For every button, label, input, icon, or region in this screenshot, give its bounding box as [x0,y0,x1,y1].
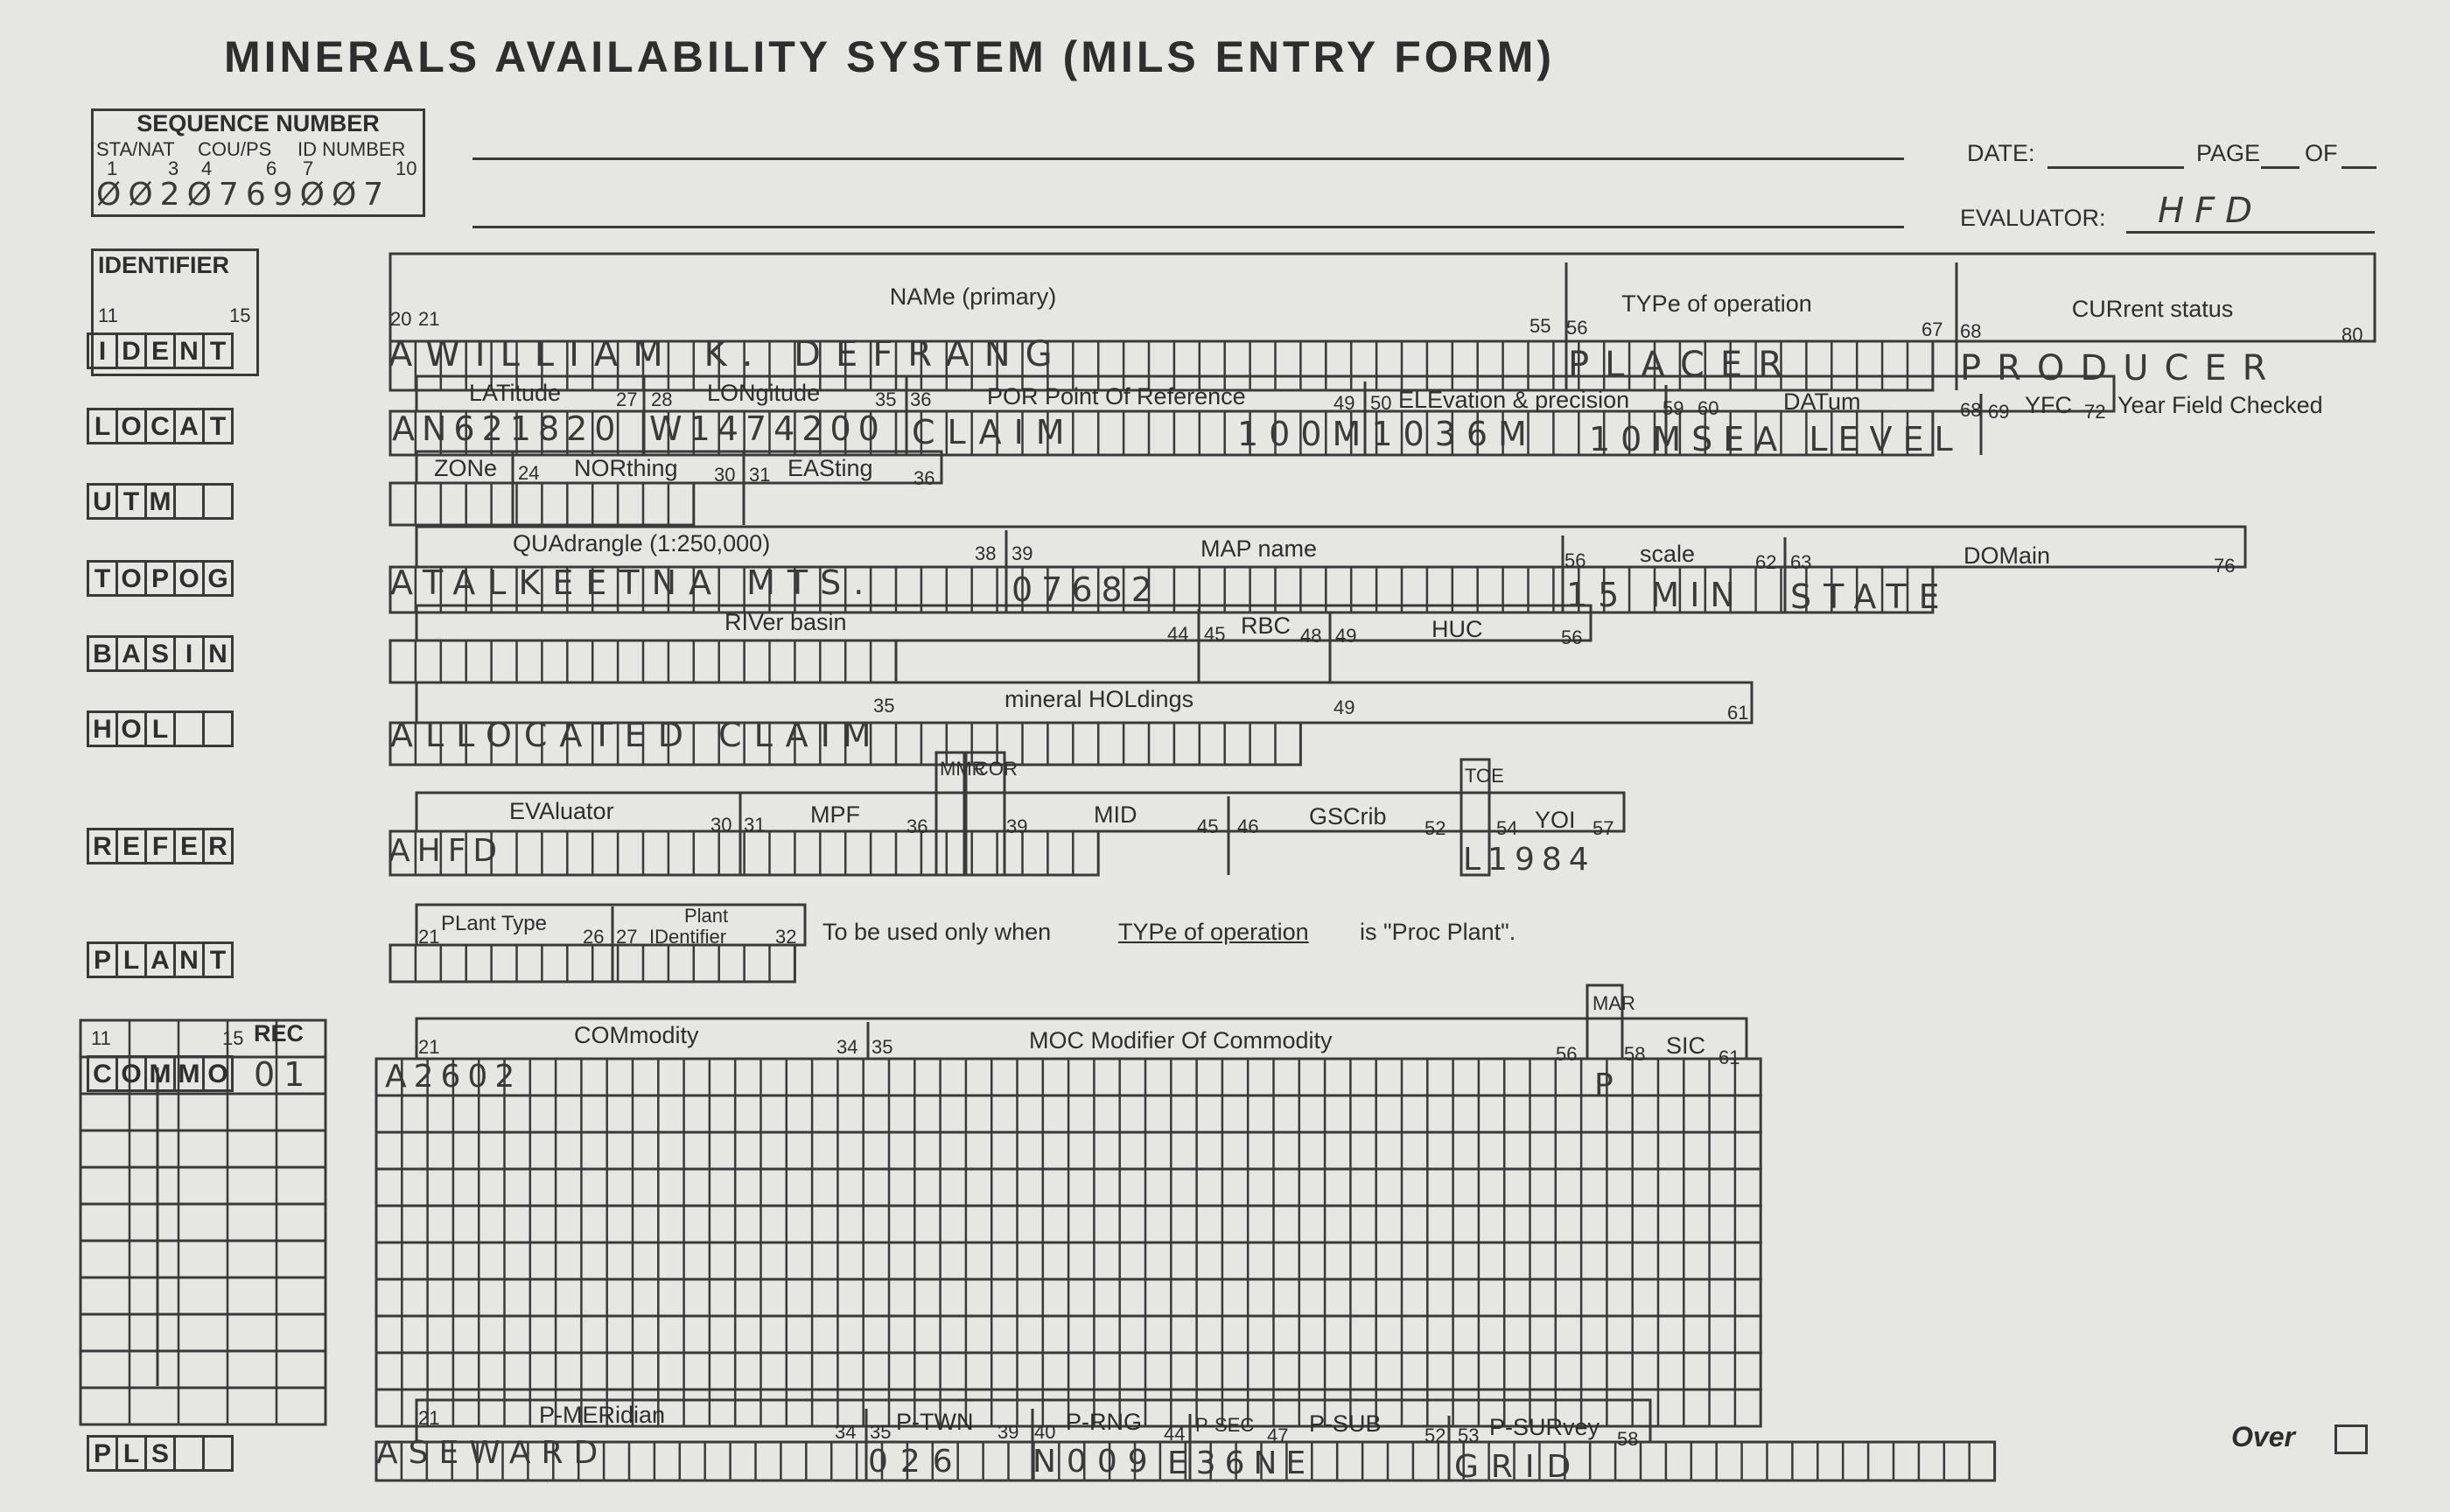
record-code-cell: S [144,1435,176,1472]
colnum-36c: 36 [906,816,928,837]
p-sub-label: P-SUB [1309,1410,1382,1437]
por-label: POR Point Of Reference [987,383,1246,410]
entry-refer-evaluator[interactable]: AHFD [388,833,505,869]
date-label: DATE: [1967,140,2035,166]
entry-refer-yoi[interactable]: L1984 [1463,842,1596,878]
colnum-60: 60 [1698,397,1719,419]
record-code-plant [89,942,234,978]
colnum-30: 30 [714,464,736,486]
record-code-cell: O [116,1055,147,1092]
over-arrow-icon [2334,1424,2368,1454]
p-meridian-label: P-MERidian [539,1402,666,1428]
entry-locat-datum[interactable]: 10MSEA LEVEL [1589,420,1964,458]
record-code-cell [202,1435,234,1472]
record-code-refer [89,828,234,864]
of-label: OF [2305,140,2338,166]
current-status-label: CURrent status [2071,296,2234,322]
entry-locat-por[interactable]: CLAIM [912,413,1077,452]
of-line[interactable] [2342,166,2376,169]
entry-locat-lon[interactable]: W1474200 [649,410,886,448]
entry-locat-lat[interactable]: AN621820 [392,410,623,448]
colnum-53: 53 [1458,1424,1480,1446]
colnum-63: 63 [1790,551,1812,573]
colnum-69: 69 [1988,401,2010,423]
colnum-72: 72 [2084,401,2106,423]
colnum-61: 61 [1727,702,1749,724]
northing-label: NORthing [574,455,678,481]
colnum-21-pls: 21 [418,1407,440,1429]
colnum-56d: 56 [1556,1043,1578,1065]
entry-topog-domain[interactable]: STATE [1790,578,1952,616]
date-line[interactable] [2048,166,2184,169]
colnum-34: 34 [836,1036,858,1058]
record-code-cell [173,1435,205,1472]
moc-label: MOC Modifier Of Commodity [1029,1027,1333,1054]
entry-topog-map[interactable]: 07682 [1012,570,1161,609]
mmr-label: MMR [940,758,986,780]
record-code-cell: P [87,1435,118,1472]
record-code-cell: R [202,828,234,864]
entry-ident-type[interactable]: PLACER [1568,345,1798,385]
record-code-cell [202,483,234,520]
rbc-label: RBC [1241,612,1292,639]
colnum-44b: 44 [1164,1423,1186,1445]
evaluator-line[interactable] [2126,231,2375,234]
colnum-36b: 36 [914,467,935,489]
colnum-49b: 49 [1335,625,1357,647]
plant-identifier-label-1: Plant [684,905,729,927]
colnum-68b: 68 [1960,399,1982,421]
colnum-49c: 49 [1334,696,1355,718]
domain-label: DOMain [1964,542,2051,569]
record-code-cell: M [173,1055,205,1092]
colnum-61b: 61 [1718,1046,1740,1068]
record-code-cell [173,710,205,747]
colnum-56: 56 [1566,317,1588,339]
mid-label: MID [1094,802,1138,828]
type-operation-label: TYPe of operation [1621,290,1812,317]
record-code-cell: F [144,828,176,864]
record-code-cell: C [144,408,176,444]
sta-nat-label: STA/NAT [96,138,175,160]
record-code-cell: N [173,942,205,978]
scale-label: scale [1640,541,1696,567]
record-code-cell: P [87,942,118,978]
entry-pls-sec[interactable]: E36NE [1167,1446,1315,1481]
record-code-cell: L [144,710,176,747]
entry-pls-rng[interactable]: N009 [1032,1444,1158,1480]
entry-commo-rec[interactable]: 01 [254,1055,314,1094]
colnum-39c: 39 [998,1421,1019,1443]
colnum-30b: 30 [710,814,732,836]
record-code-cell: A [144,942,176,978]
colnum-32: 32 [775,926,797,948]
record-code-cell: E [144,332,176,369]
colnum-58: 58 [1624,1043,1646,1065]
record-code-cell: E [173,828,205,864]
record-code-cell [202,710,234,747]
record-code-cell: T [87,560,118,597]
gscrib-label: GSCrib [1309,803,1387,830]
colnum-80: 80 [2342,324,2363,346]
huc-label: HUC [1432,616,1483,642]
longitude-label: LONgitude [707,380,821,406]
page-line[interactable] [2261,166,2300,169]
colnum-31b: 31 [744,814,766,836]
sequence-value[interactable]: ØØ2Ø769ØØ7 [96,177,391,213]
cou-ps-label: COU/PS [198,138,272,160]
plant-note-link: TYPe of operation [1118,919,1309,945]
over-label: Over [2231,1421,2295,1452]
entry-pls-survey[interactable]: GRID [1454,1449,1584,1485]
mpf-label: MPF [810,802,860,828]
record-code-cell [173,483,205,520]
p-sec-label: P-SEC [1195,1414,1255,1436]
evaluator-label: EVALUATOR: [1960,205,2106,231]
colnum-45b: 45 [1197,816,1219,837]
colnum-28: 28 [651,388,673,410]
record-code-cell: P [144,560,176,597]
plant-note-a: To be used only when [822,919,1052,945]
record-code-cell: O [116,710,147,747]
record-code-cell: E [116,828,147,864]
mar-label: MAR [1592,992,1635,1014]
yfc-label: YFC [2025,392,2072,418]
colnum-15: 15 [222,1027,244,1049]
col-4: 4 [201,158,213,179]
plant-type-label: PLant Type [441,912,547,935]
identifier-label: IDENTIFIER [98,252,230,278]
colnum-35d: 35 [870,1421,892,1443]
colnum-27b: 27 [616,926,638,948]
yoi-label: YOI [1535,807,1576,833]
colnum-59: 59 [1662,397,1684,419]
colnum-54: 54 [1496,817,1518,839]
record-code-cell: R [87,828,118,864]
colnum-35c: 35 [872,1036,893,1058]
latitude-label: LATitude [469,380,562,406]
p-rng-label: P-RNG [1066,1409,1142,1435]
colnum-44: 44 [1167,623,1189,645]
colnum-52b: 52 [1424,1424,1446,1446]
year-field-checked-label: Year Field Checked [2118,392,2323,418]
plant-note-b: is "Proc Plant". [1360,919,1516,945]
colnum-47: 47 [1267,1424,1289,1446]
record-code-cell: A [116,635,147,672]
zone-label: ZONe [434,455,498,481]
colnum-46: 46 [1237,816,1259,837]
colnum-35b: 35 [873,695,895,717]
name-label: NAMe (primary) [889,284,1057,310]
colnum-35: 35 [875,388,897,410]
easting-label: EASting [788,455,873,481]
colnum-58b: 58 [1617,1428,1639,1450]
record-code-cell: L [87,408,118,444]
datum-label: DATum [1783,388,1861,415]
record-code-cell: L [116,1435,147,1472]
entry-pls-meridian[interactable]: ASEWARD [376,1435,609,1471]
colnum-57: 57 [1592,817,1614,839]
record-code-cell: T [202,942,234,978]
colnum-11: 11 [91,1027,111,1049]
mineral-holdings-label: mineral HOLdings [1004,686,1194,712]
colnum-36: 36 [910,388,932,410]
colnum-34b: 34 [835,1421,857,1443]
col-10: 10 [396,158,417,179]
entry-topog-scale[interactable]: 15 MIN [1566,576,1746,614]
col-3: 3 [168,158,179,179]
sequence-number-label: SEQUENCE NUMBER [136,110,380,136]
colnum-52: 52 [1424,817,1446,839]
colnum-40: 40 [1034,1421,1056,1443]
evaluator-value[interactable]: HFD [2158,191,2263,231]
record-code-cell: G [202,560,234,597]
record-code-cell: O [173,560,205,597]
col-7: 7 [303,158,314,179]
col-1: 1 [107,158,118,179]
record-code-cell: S [144,635,176,672]
record-code-cell: M [144,1055,176,1092]
colnum-76: 76 [2214,555,2236,577]
river-basin-label: RIVer basin [724,609,847,635]
record-code-cell: A [173,408,205,444]
record-code-topog [89,560,234,597]
record-code-cell: I [173,635,205,672]
record-code-cell: O [202,1055,234,1092]
colnum-68: 68 [1960,320,1982,342]
colnum-38: 38 [975,542,997,564]
p-twn-label: P-TWN [896,1409,974,1435]
record-code-ident [89,332,234,369]
entry-commo-value[interactable]: A2602 [385,1059,522,1095]
map-name-label: MAP name [1200,536,1318,562]
entry-locat-elev[interactable]: 100M1036M [1237,415,1537,453]
header-line-2 [472,226,1904,228]
colnum-56c: 56 [1561,626,1583,648]
colnum-49: 49 [1334,392,1355,414]
toe-label: TOE [1465,765,1504,787]
colnum-24: 24 [518,462,540,484]
record-code-cell: I [87,332,118,369]
record-code-hol [89,710,234,747]
form-title: MINERALS AVAILABILITY SYSTEM (MILS ENTRY FORM) [224,32,1556,81]
elevation-label: ELEvation & precision [1398,387,1630,413]
colnum-31: 31 [749,464,771,486]
colnum-26: 26 [583,926,605,948]
record-code-commo [89,1055,234,1092]
evaluator-field-label: EVAluator [509,798,614,824]
record-code-cell: U [87,483,118,520]
page-label: PAGE [2196,140,2261,166]
record-code-cell: T [116,483,147,520]
entry-commo-mar[interactable]: P [1594,1068,1624,1103]
colnum-56b: 56 [1564,550,1586,571]
record-code-cell: D [116,332,147,369]
colnum-21: 21 [418,308,440,330]
colnum-21-commo: 21 [418,1036,440,1058]
plant-identifier-label-2: IDentifier [649,926,727,948]
commodity-label: COMmodity [574,1022,699,1048]
record-code-utm [89,483,234,520]
id-number-label: ID NUMBER [298,138,406,160]
identifier-col-11: 11 [98,304,118,326]
record-code-cell: T [202,332,234,369]
record-code-cell: B [87,635,118,672]
sic-label: SIC [1666,1032,1706,1059]
col-6: 6 [266,158,277,179]
p-survey-label: P-SURvey [1489,1414,1600,1440]
record-code-basin [89,635,234,672]
record-code-cell: C [87,1055,118,1092]
colnum-27: 27 [616,388,638,410]
colnum-62: 62 [1755,551,1777,573]
entry-ident-name[interactable]: AWILLIAM K. DEFRANG [388,334,1068,374]
entry-pls-twn[interactable]: 026 [868,1444,965,1480]
record-code-cell: H [87,710,118,747]
colnum-67: 67 [1922,318,1943,340]
colnum-48: 48 [1300,625,1322,647]
record-code-cell: N [202,635,234,672]
entry-ident-status[interactable]: PRODUCER [1960,348,2283,388]
colnum-21-plant: 21 [418,926,440,948]
record-code-cell: L [116,942,147,978]
colnum-55: 55 [1530,315,1551,337]
colnum-39b: 39 [1006,816,1028,837]
quadrangle-label: QUAdrangle (1:250,000) [513,530,771,556]
colnum-39: 39 [1012,542,1033,564]
identifier-col-15: 15 [229,304,251,326]
cor-label: COR [975,758,1018,780]
record-code-locat [89,408,234,444]
record-code-cell: O [116,408,147,444]
entry-hol-value[interactable]: ALLOCATED CLAIM [390,716,884,754]
record-code-cell: T [202,408,234,444]
header-line-1 [472,158,1904,160]
record-code-cell: O [116,560,147,597]
record-code-cell: M [144,483,176,520]
record-code-pls [89,1435,234,1472]
entry-topog-quad[interactable]: ATALKEETNA MTS. [390,564,877,602]
record-code-cell: N [173,332,205,369]
colnum-50: 50 [1370,392,1392,414]
colnum-45: 45 [1204,623,1226,645]
colnum-20: 20 [390,308,412,330]
rec-label: REC [254,1020,304,1046]
